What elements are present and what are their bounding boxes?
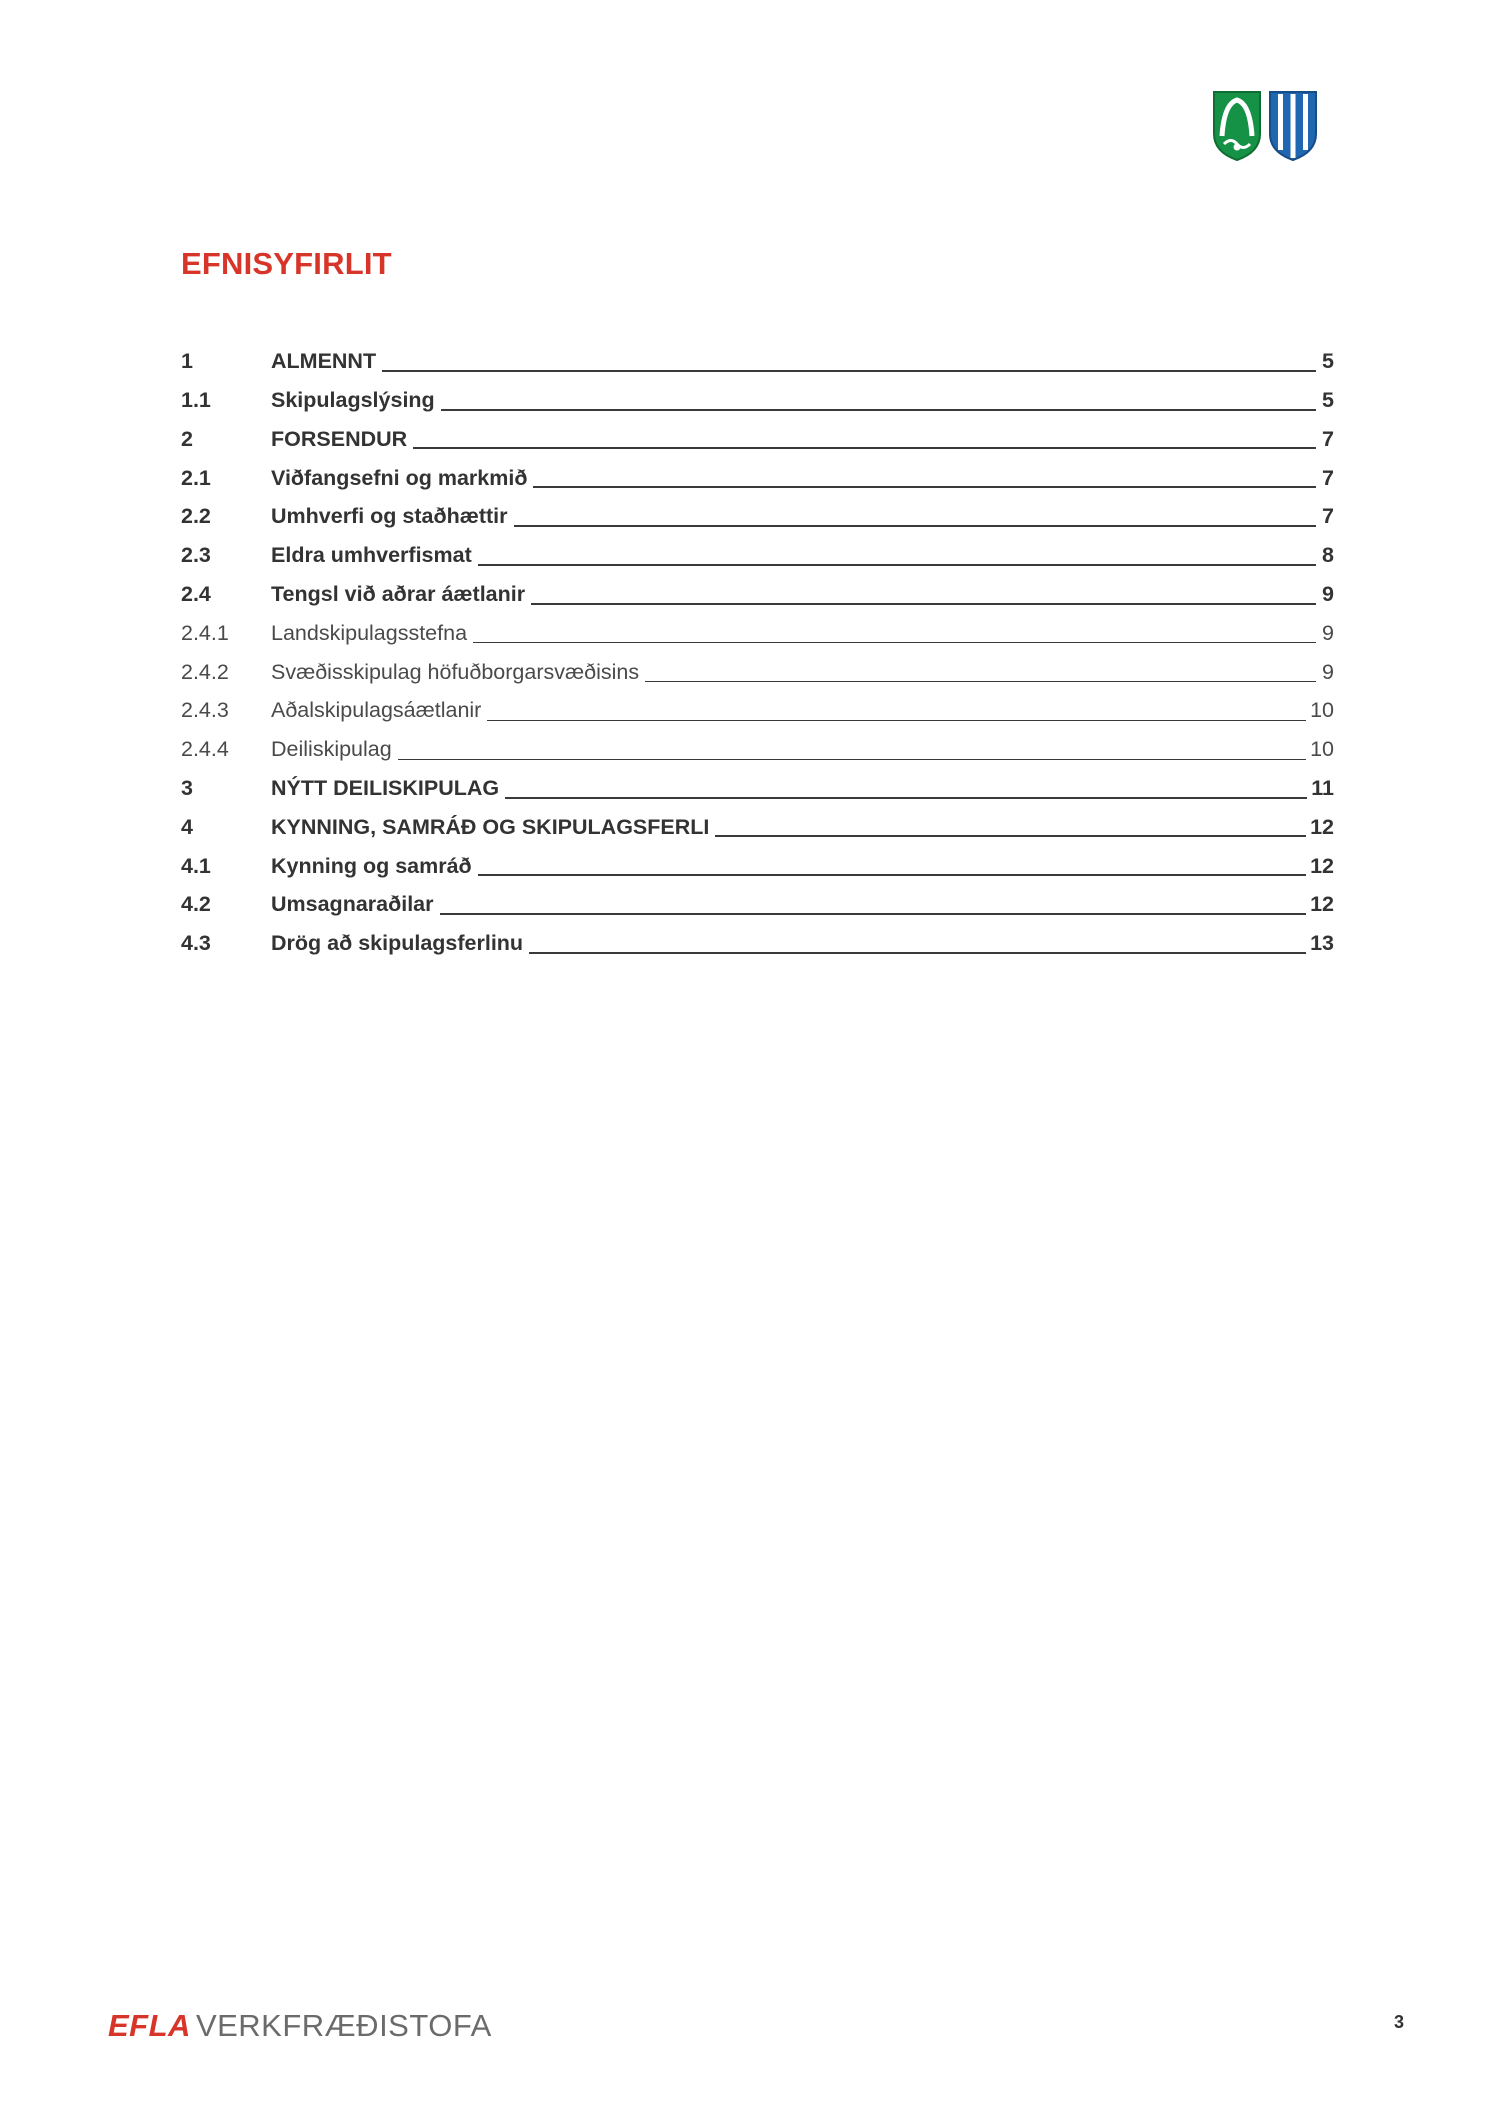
toc-entry-number: 2.3 [181, 543, 211, 568]
toc-entry-number: 1.1 [181, 388, 211, 413]
toc-entry-page: 13 [1310, 931, 1334, 956]
toc-entry-label: Umsagnaraðilar [271, 892, 434, 917]
toc-entry-number: 2.1 [181, 465, 211, 490]
efla-logo [108, 2008, 492, 2044]
toc-title: EFNISYFIRLIT [181, 246, 392, 281]
toc-entry-label: Aðalskipulagsáætlanir [271, 698, 482, 723]
toc-entry-page: 10 [1310, 737, 1334, 762]
toc-entry-number: 3 [181, 776, 193, 801]
toc-entry-number: 1 [181, 349, 193, 374]
toc-entry-number: 4.2 [181, 892, 211, 917]
page-number: 3 [1394, 2012, 1405, 2032]
toc-entry-number: 2 [181, 426, 193, 451]
toc-entry-label: Svæðisskipulag höfuðborgarsvæðisins [271, 659, 640, 684]
toc-leader-line [505, 797, 1307, 799]
green-crest-icon [1212, 90, 1262, 162]
toc-entry[interactable] [181, 916, 1334, 955]
toc-entry[interactable] [181, 412, 1334, 451]
toc-entry[interactable] [181, 528, 1334, 567]
toc-entry-number: 2.4.3 [181, 698, 229, 723]
toc-leader-line [514, 525, 1316, 527]
toc-entry-label: Kynning og samráð [271, 853, 472, 878]
toc-entry-label: Viðfangsefni og markmið [271, 465, 528, 490]
toc-entry-page: 7 [1322, 465, 1334, 490]
toc-leader-line [531, 603, 1316, 605]
toc-entry[interactable] [181, 683, 1334, 722]
toc-entry-page: 9 [1322, 620, 1334, 645]
toc-entry[interactable] [181, 877, 1334, 916]
toc-entry-label: Landskipulagsstefna [271, 620, 468, 645]
toc-entry-page: 9 [1322, 659, 1334, 684]
toc-entry-page: 12 [1310, 853, 1334, 878]
toc-leader-line [440, 913, 1307, 915]
toc-entry-number: 2.4.1 [181, 620, 229, 645]
toc-entry-page: 7 [1322, 504, 1334, 529]
toc-entry[interactable] [181, 567, 1334, 606]
toc-entry-page: 9 [1322, 582, 1334, 607]
blue-crest-icon [1268, 90, 1318, 162]
toc-entry-label: Drög að skipulagsferlinu [271, 931, 524, 956]
toc-entry-label: NÝTT DEILISKIPULAG [271, 776, 500, 801]
toc-entry-label: Deiliskipulag [271, 737, 392, 762]
toc-entry-page: 12 [1310, 892, 1334, 917]
toc-entry-number: 2.4.2 [181, 659, 229, 684]
efla-logo-brand: EFLA [108, 2008, 191, 2043]
toc-leader-line [382, 370, 1316, 372]
toc-entry-page: 5 [1322, 388, 1334, 413]
toc-entry-number: 2.4 [181, 582, 211, 607]
toc-entry-number: 2.4.4 [181, 737, 229, 762]
toc-leader-line [413, 447, 1316, 449]
toc-leader-line [478, 564, 1316, 566]
toc-entry-page: 8 [1322, 543, 1334, 568]
toc-leader-line [715, 835, 1306, 837]
toc-entry-label: Skipulagslýsing [271, 388, 435, 413]
efla-logo-sub: VERKFRÆÐISTOFA [195, 2008, 492, 2043]
toc-leader-line [529, 952, 1306, 954]
toc-entry-page: 10 [1310, 698, 1334, 723]
toc-entry[interactable] [181, 373, 1334, 412]
toc-leader-line [441, 409, 1316, 411]
toc-entry[interactable] [181, 722, 1334, 761]
toc-entry-page: 11 [1311, 776, 1334, 801]
toc-entry-number: 4 [181, 814, 193, 839]
toc-leader-line [645, 681, 1316, 682]
toc-entry-label: KYNNING, SAMRÁÐ OG SKIPULAGSFERLI [271, 814, 710, 839]
toc-entry[interactable] [181, 334, 1334, 373]
toc-entry[interactable] [181, 606, 1334, 645]
toc-entry-page: 12 [1310, 814, 1334, 839]
toc-entry-number: 4.1 [181, 853, 211, 878]
toc-leader-line [533, 486, 1316, 488]
toc-entry[interactable] [181, 450, 1334, 489]
toc-entry[interactable] [181, 644, 1334, 683]
toc-leader-line [478, 874, 1306, 876]
toc-entry-label: ALMENNT [271, 349, 377, 374]
toc-leader-line [473, 642, 1316, 643]
toc-entry[interactable] [181, 800, 1334, 839]
toc-entry-label: Eldra umhverfismat [271, 543, 472, 568]
toc-entry[interactable] [181, 489, 1334, 528]
toc-entry-label: FORSENDUR [271, 426, 408, 451]
toc-entry-page: 5 [1322, 349, 1334, 374]
toc-entry-page: 7 [1322, 426, 1334, 451]
toc-entry-label: Tengsl við aðrar áætlanir [271, 582, 526, 607]
toc-leader-line [487, 720, 1306, 721]
toc-entry[interactable] [181, 838, 1334, 877]
table-of-contents [181, 334, 1334, 955]
toc-entry-number: 4.3 [181, 931, 211, 956]
toc-leader-line [398, 759, 1306, 760]
toc-entry-label: Umhverfi og staðhættir [271, 504, 508, 529]
toc-entry[interactable] [181, 761, 1334, 800]
toc-entry-number: 2.2 [181, 504, 211, 529]
header-crests [1212, 90, 1318, 162]
